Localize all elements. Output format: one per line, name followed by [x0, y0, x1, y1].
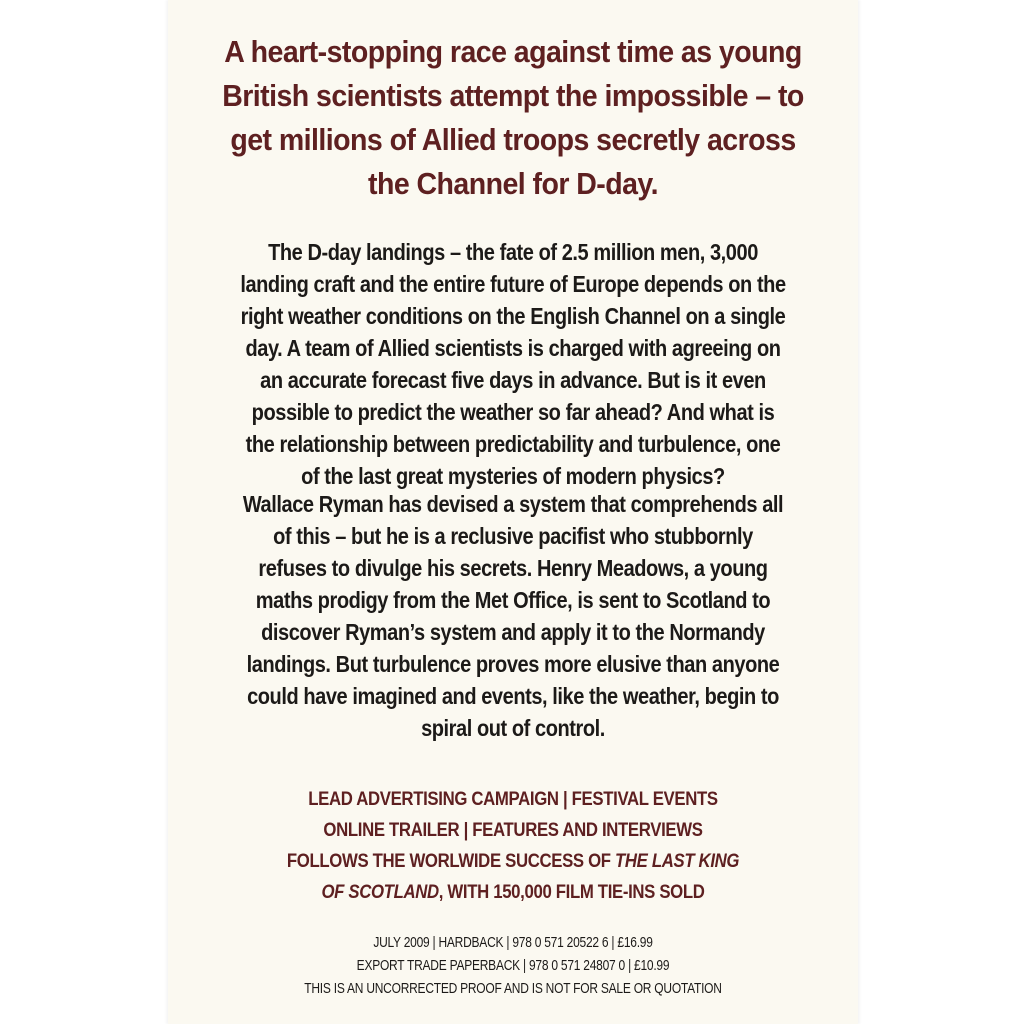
paragraph-line: an accurate forecast five days in advance. But is it even: [260, 367, 766, 393]
paragraph-line: the relationship between predictability and turbulence, one: [245, 431, 781, 457]
publication-details: [237, 931, 789, 1000]
paragraph-line: landings. But turbulence proves more elusive than anyone: [246, 651, 780, 677]
promo-text: FOLLOWS THE WORLWIDE SUCCESS OF: [286, 850, 616, 872]
promo-line: ONLINE TRAILER | FEATURES AND INTERVIEWS: [323, 819, 703, 841]
paragraph-line: refuses to divulge his secrets. Henry Meadows, a young: [258, 555, 768, 581]
proof-disclaimer: THIS IS AN UNCORRECTED PROOF AND IS NOT FOR SALE OR QUOTATION: [304, 980, 722, 997]
paragraph-line: could have imagined and events, like the weather, begin to: [247, 683, 779, 709]
paragraph-line: right weather conditions on the English Channel on a single: [240, 303, 786, 329]
paragraph-line: possible to predict the weather so far ahead? And what is: [251, 399, 775, 425]
book-title-italic: OF SCOTLAND: [321, 881, 439, 903]
headline-line: British scientists attempt the impossible – to: [222, 78, 804, 113]
paragraph-line: of this – but he is a reclusive pacifist who stubbornly: [273, 523, 753, 549]
synopsis-paragraph-2: [213, 488, 813, 744]
promo-line: [216, 877, 809, 908]
paragraph-line: spiral out of control.: [421, 715, 605, 741]
paragraph-line: day. A team of Allied scientists is charged with agreeing on: [245, 335, 781, 361]
marketing-highlights: [216, 784, 809, 908]
promo-line: [216, 846, 809, 877]
synopsis-paragraph-1: [213, 236, 813, 492]
headline-line: the Channel for D-day.: [367, 166, 658, 201]
headline-line: get millions of Allied troops secretly across: [230, 122, 796, 157]
paragraph-line: Wallace Ryman has devised a system that comprehends all: [242, 491, 784, 517]
promo-text: , WITH 150,000 FILM TIE-INS SOLD: [438, 881, 705, 903]
book-title-italic: THE LAST KING: [615, 850, 740, 872]
book-back-cover: [168, 0, 858, 1024]
paragraph-line: maths prodigy from the Met Office, is sent to Scotland to: [255, 587, 771, 613]
hardback-details: JULY 2009 | HARDBACK | 978 0 571 20522 6 | £16.99: [373, 934, 653, 951]
paragraph-line: discover Ryman’s system and apply it to the Normandy: [261, 619, 765, 645]
paragraph-line: of the last great mysteries of modern physics?: [301, 463, 725, 489]
promo-line: LEAD ADVERTISING CAMPAIGN | FESTIVAL EVENTS: [308, 788, 718, 810]
headline-line: A heart-stopping race against time as young: [224, 34, 802, 69]
paragraph-line: landing craft and the entire future of Europe depends on the: [240, 271, 786, 297]
paragraph-line: The D-day landings – the fate of 2.5 million men, 3,000: [268, 239, 758, 265]
headline: [196, 30, 831, 206]
paperback-details: EXPORT TRADE PAPERBACK | 978 0 571 24807 0 | £10.99: [356, 957, 670, 974]
